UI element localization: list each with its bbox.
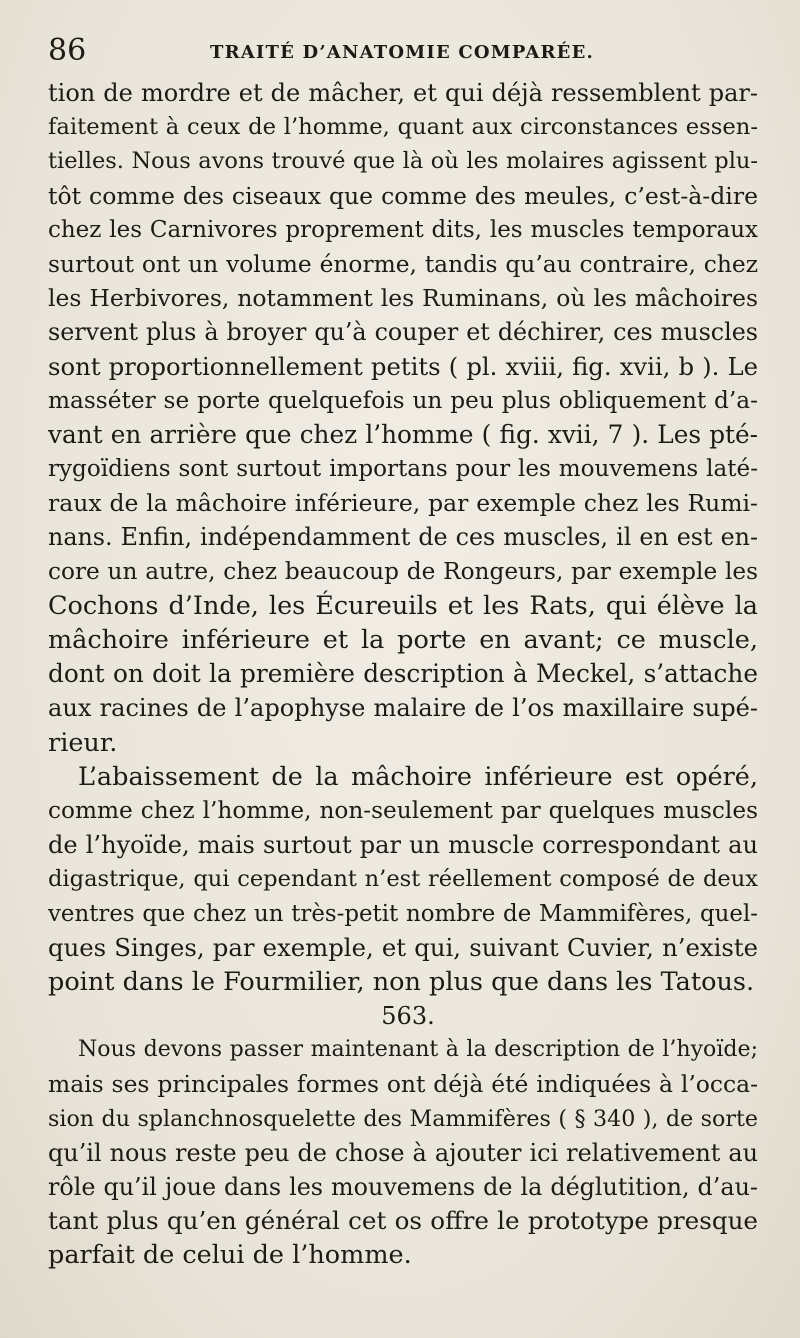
page-number: 86	[48, 33, 87, 68]
text-line: comme chez l’homme, non-seulement par quelques muscles	[48, 796, 758, 824]
text-line: dont on doit la première description à Meckel, s’attache	[48, 659, 758, 689]
text-line: sont proportionnellement petits ( pl. xviii, fig. xvii, b ). Le	[48, 351, 758, 381]
section-number: 563.	[381, 1002, 435, 1031]
text-line: ventres que chez un très-petit nombre de Mammifères, quel-	[48, 900, 758, 927]
paragraph-1	[48, 76, 758, 760]
page-header	[48, 33, 748, 73]
text-line: rygoïdiens sont surtout importans pour les mouvemens laté-	[48, 456, 758, 483]
text-line: nans. Enfin, indépendamment de ces muscles, il en est en-	[48, 523, 758, 552]
text-line: mais ses principales formes ont déjà été indiquées à l’occa-	[48, 1070, 758, 1099]
text-line: Nous devons passer maintenant à la description de l’hyoïde;	[78, 1037, 758, 1063]
text-line: de l’hyoïde, mais surtout par un muscle correspondant au	[48, 831, 758, 860]
text-line: digastrique, qui cependant n’est réellement composé de deux	[48, 866, 758, 893]
text-line: chez les Carnivores proprement dits, les muscles temporaux	[48, 216, 758, 243]
text-line: ques Singes, par exemple, et qui, suivant Cuvier, n’existe	[48, 932, 758, 962]
paragraph-3	[48, 1033, 758, 1272]
text-line: surtout ont un volume énorme, tandis qu’au contraire, chez	[48, 249, 758, 278]
text-line: vant en arrière que chez l’homme ( fig. xvii, 7 ). Les pté-	[48, 419, 758, 449]
body-text	[48, 76, 758, 1273]
paragraph-2	[48, 760, 758, 999]
text-line: servent plus à broyer qu’à couper et déchirer, ces muscles	[48, 318, 758, 347]
text-line: tant plus qu’en général cet os offre le prototype presque	[48, 1206, 758, 1236]
text-line: point dans le Fourmilier, non plus que dans les Tatous.	[48, 966, 755, 997]
text-line: tôt comme des ciseaux que comme des meules, c’est-à-dire	[48, 181, 758, 210]
text-line: faitement à ceux de l’homme, quant aux circonstances essen-	[48, 114, 758, 141]
text-line: Cochons d’Inde, les Écureuils et les Rats, qui élève la	[48, 590, 758, 621]
text-line: sion du splanchnosquelette des Mammifères ( § 340 ), de sorte	[48, 1105, 758, 1132]
text-line: rôle qu’il joue dans les mouvemens de la déglutition, d’au-	[48, 1173, 758, 1201]
text-line: qu’il nous reste peu de chose à ajouter ici relativement au	[48, 1138, 758, 1167]
text-line: core un autre, chez beaucoup de Rongeurs, par exemple les	[48, 557, 758, 585]
text-line: raux de la mâchoire inférieure, par exemple chez les Rumi-	[48, 489, 758, 518]
text-line: tion de mordre et de mâcher, et qui déjà ressemblent par-	[48, 79, 758, 107]
text-line: parfait de celui de l’homme.	[48, 1240, 412, 1271]
text-line: mâchoire inférieure et la porte en avant; ce muscle,	[48, 625, 758, 655]
text-line: L’abaissement de la mâchoire inférieure est opéré,	[78, 761, 758, 792]
running-head: TRAITÉ D’ANATOMIE COMPARÉE.	[210, 42, 594, 63]
text-line: les Herbivores, notamment les Ruminans, où les mâchoires	[48, 284, 758, 313]
text-line: masséter se porte quelquefois un peu plus obliquement d’a-	[48, 386, 758, 414]
text-line: tielles. Nous avons trouvé que là où les molaires agissent plu-	[48, 148, 758, 175]
text-line: aux racines de l’apophyse malaire de l’os maxillaire supé-	[48, 694, 758, 723]
text-line: rieur.	[48, 727, 118, 758]
